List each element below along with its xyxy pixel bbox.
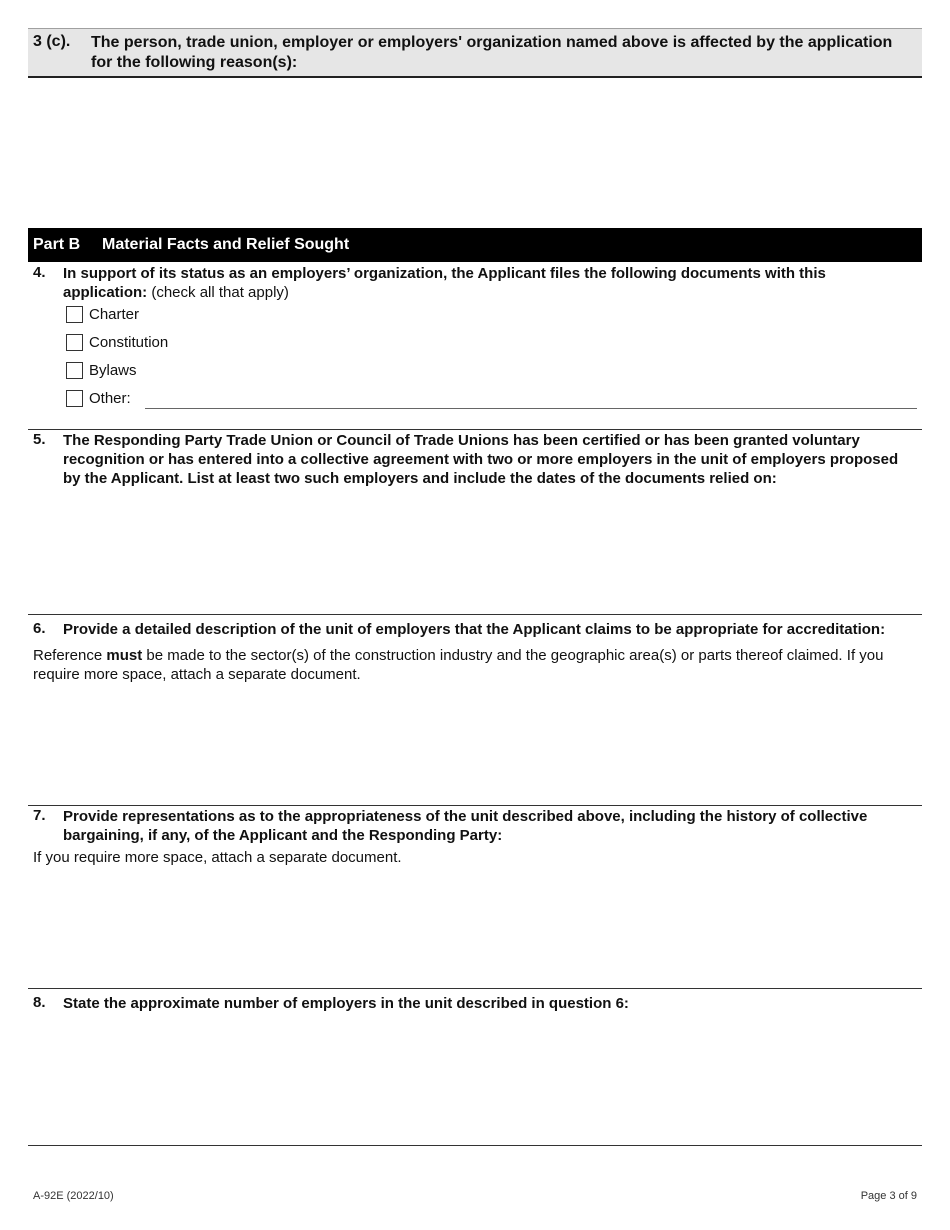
bylaws-checkbox[interactable] xyxy=(66,362,83,379)
q6-number: 6. xyxy=(33,620,46,637)
q7-number: 7. xyxy=(33,807,46,824)
section-3c-header xyxy=(28,28,922,78)
part-b-label: Part B xyxy=(33,236,81,253)
other-label: Other: xyxy=(89,390,131,407)
q4-number: 4. xyxy=(33,264,46,281)
q5-text: The Responding Party Trade Union or Council of Trade Unions has been certified or has been granted voluntary recognition or has entered into a collective agreement with two or more employers in the unit of employers proposed by the Applicant. List at least two such employers and include the dates of the documents relied on: xyxy=(63,432,899,487)
q6-text: Provide a detailed description of the unit of employers that the Applicant claims to be appropriate for accreditation: xyxy=(63,621,886,638)
divider-q7 xyxy=(28,805,922,806)
q6-note-bold: must xyxy=(106,647,143,664)
divider-q8 xyxy=(28,988,922,989)
part-b-title: Material Facts and Relief Sought xyxy=(102,236,350,253)
q6-note xyxy=(33,646,918,684)
other-input-line[interactable] xyxy=(145,408,917,409)
charter-checkbox[interactable] xyxy=(66,306,83,323)
other-checkbox[interactable] xyxy=(66,390,83,407)
constitution-checkbox[interactable] xyxy=(66,334,83,351)
q5-number: 5. xyxy=(33,431,46,448)
divider-q5 xyxy=(28,429,922,430)
q7-text: Provide representations as to the appropriateness of the unit described above, including the history of collective bargaining, if any, of the Applicant and the Responding Party: xyxy=(63,808,868,844)
q4-text-normal: (check all that apply) xyxy=(151,284,289,301)
q7-note: If you require more space, attach a separate document. xyxy=(33,849,402,866)
part-b-header xyxy=(28,228,922,262)
bylaws-label: Bylaws xyxy=(89,362,137,379)
section-3c-text: The person, trade union, employer or employers' organization named above is affected by the application for the following reason(s): xyxy=(91,34,893,71)
q6-note-prefix: Reference xyxy=(33,647,103,664)
q4-text xyxy=(63,264,903,302)
form-code: A-92E (2022/10) xyxy=(33,1190,114,1202)
charter-label: Charter xyxy=(89,306,140,323)
q6-note-suffix: be made to the sector(s) of the construction industry and the geographic area(s) or parts thereof claimed. If you require more space, attach a separate document. xyxy=(33,647,884,683)
divider-bottom xyxy=(28,1145,922,1146)
q8-text: State the approximate number of employers in the unit described in question 6: xyxy=(63,995,629,1012)
section-3c-number: 3 (c). xyxy=(33,33,71,50)
constitution-label: Constitution xyxy=(89,334,169,351)
q4-text-bold: In support of its status as an employers’ organization, the Applicant files the following documents with this application: xyxy=(63,265,826,301)
divider-q6 xyxy=(28,614,922,615)
page-number: Page 3 of 9 xyxy=(860,1190,917,1202)
q8-number: 8. xyxy=(33,994,46,1011)
